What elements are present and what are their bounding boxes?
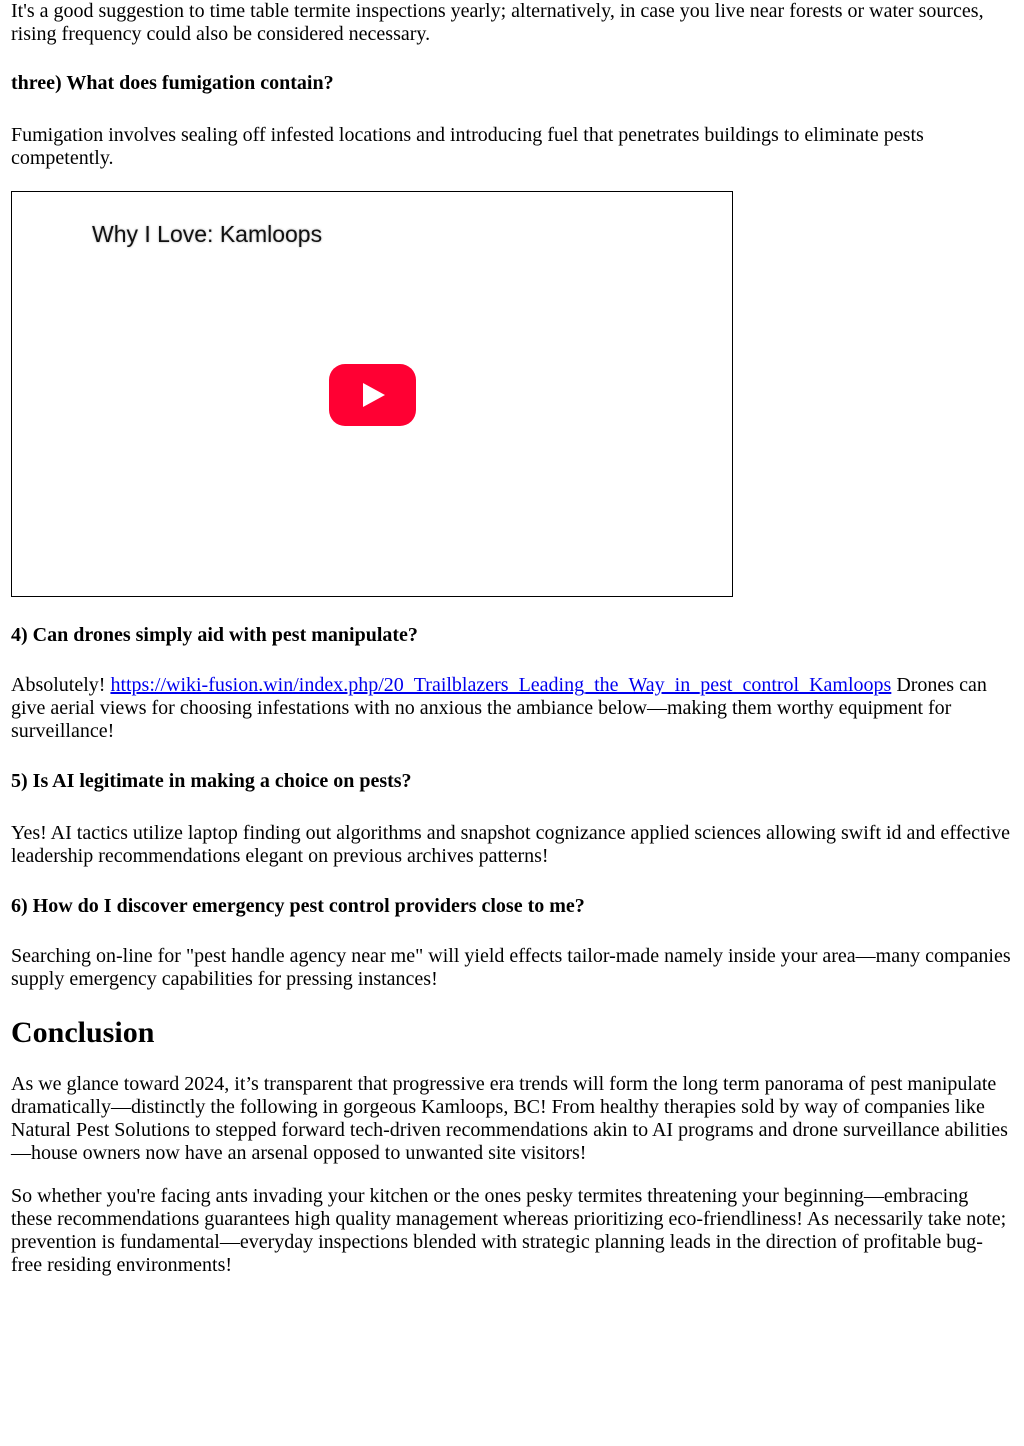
question-3-heading: three) What does fumigation contain?	[11, 72, 334, 94]
answer-5-paragraph: Yes! AI tactics utilize laptop finding out algorithms and snapshot cognizance applied sciences allowing swift id and effective leadership recommendations elegant on previous archives patterns!	[11, 822, 1011, 867]
question-6-heading: 6) How do I discover emergency pest control providers close to me?	[11, 895, 585, 917]
question-5-heading: 5) Is AI legitimate in making a choice on pests?	[11, 770, 412, 792]
video-embed[interactable]	[11, 191, 733, 597]
play-icon	[363, 383, 385, 407]
answer-4-suffix: Drones can give aerial views for choosing infestations with no anxious the ambiance below—making them worthy equipment for surveillance!	[11, 674, 987, 742]
conclusion-paragraph-2: So whether you're facing ants invading your kitchen or the ones pesky termites threatening your beginning—embracing these recommendations guarantees high quality management whereas prioritizing eco-friendliness! As necessarily take note; prevention is fundamental—everyday inspections blended with strategic planning leads in the direction of profitable bug-free residing environments!	[11, 1185, 1007, 1276]
question-4-heading: 4) Can drones simply aid with pest manipulate?	[11, 624, 418, 646]
answer-4-paragraph	[11, 674, 1013, 743]
conclusion-heading: Conclusion	[11, 1016, 155, 1049]
video-title[interactable]: Why I Love: Kamloops	[92, 221, 323, 247]
answer-4-prefix: Absolutely!	[11, 674, 111, 696]
pest-control-link[interactable]: https://wiki-fusion.win/index.php/20_Trailblazers_Leading_the_Way_in_pest_control_Kamloops	[110, 674, 892, 696]
answer-6-paragraph: Searching on-line for "pest handle agency near me" will yield effects tailor-made namely inside your area—many companies supply emergency capabilities for pressing instances!	[11, 945, 1011, 990]
conclusion-paragraph-1: As we glance toward 2024, it’s transparent that progressive era trends will form the long term panorama of pest manipulate dramatically—distinctly the following in gorgeous Kamloops, BC! From healthy therapies sold by way of companies like Natural Pest Solutions to stepped forward tech-driven recommendations akin to AI programs and drone surveillance abilities—house owners now have an arsenal opposed to unwanted site visitors!	[11, 1073, 1008, 1164]
play-button[interactable]	[329, 364, 416, 426]
intro-paragraph: It's a good suggestion to time table termite inspections yearly; alternatively, in case you live near forests or water sources, rising frequency could also be considered necessary.	[11, 0, 984, 45]
answer-3-paragraph: Fumigation involves sealing off infested locations and introducing fuel that penetrates buildings to eliminate pests competently.	[11, 124, 924, 169]
